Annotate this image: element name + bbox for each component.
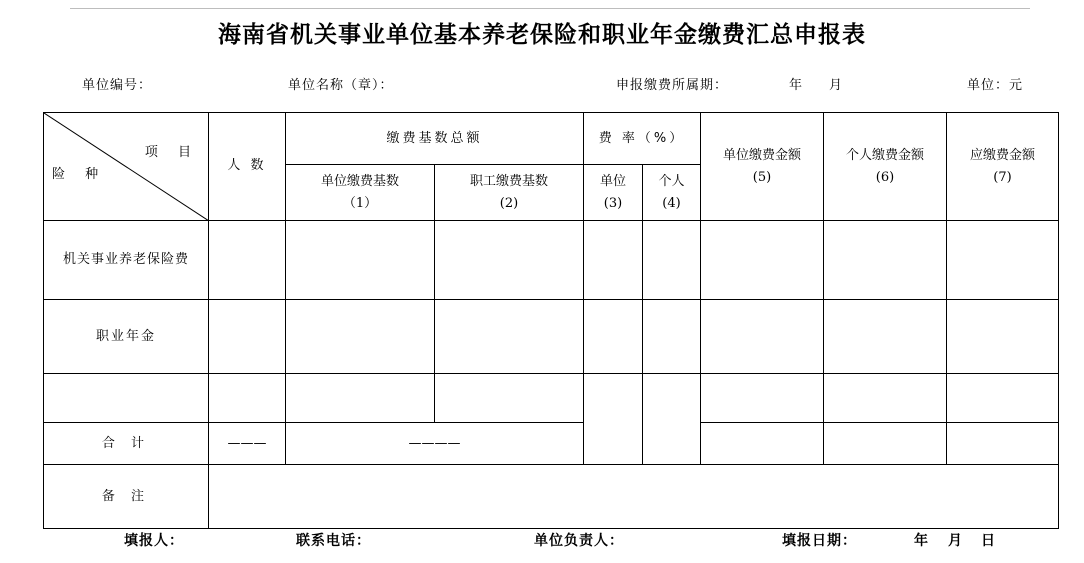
unit-code-label: 单位编号： (82, 78, 153, 93)
principal-label: 单位负责人： (534, 533, 624, 549)
table-cell[interactable] (947, 300, 1059, 374)
table-cell[interactable] (584, 300, 643, 374)
rate-unit-label: 单位 (600, 173, 627, 189)
table-cell[interactable] (947, 221, 1059, 300)
table-row (44, 221, 1059, 300)
table-cell[interactable] (701, 423, 824, 465)
rate-person-header (643, 165, 701, 221)
table-row (44, 374, 1059, 423)
rate-unit-header (584, 165, 643, 221)
headcount-header: 人 数 (209, 113, 286, 221)
row-annuity-label: 职业年金 (44, 300, 209, 374)
period-month-label: 月 (829, 78, 844, 93)
table-cell[interactable] (824, 423, 947, 465)
rate-person-number: (4) (662, 195, 681, 211)
row-pension-label: 机关事业养老保险费 (44, 221, 209, 300)
due-amount-label: 应缴费金额 (970, 147, 1036, 163)
total-headcount-dash: ——— (209, 423, 286, 465)
table-cell[interactable] (435, 300, 584, 374)
corner-type-label: 险 种 (52, 167, 107, 182)
date-month-label: 月 (948, 533, 963, 549)
table-cell[interactable] (584, 374, 643, 465)
unit-amount-label: 单位缴费金额 (723, 147, 802, 163)
table-cell[interactable] (286, 221, 435, 300)
date-day-label: 日 (981, 533, 996, 549)
table-cell[interactable] (824, 300, 947, 374)
table-cell[interactable] (824, 374, 947, 423)
base-total-header: 缴费基数总额 (286, 113, 584, 165)
date-label: 填报日期： (782, 533, 857, 549)
table-cell[interactable] (286, 374, 435, 423)
table-cell[interactable] (947, 374, 1059, 423)
rate-unit-number: (3) (603, 195, 623, 211)
declaration-table (43, 112, 1059, 529)
table-cell[interactable] (209, 221, 286, 300)
table-cell[interactable] (643, 221, 701, 300)
top-rule (70, 8, 1030, 9)
phone-label: 联系电话： (296, 533, 371, 549)
rate-header: 费 率（%） (584, 113, 701, 165)
staff-base-label: 职工缴费基数 (470, 173, 549, 189)
staff-base-number: (2) (499, 195, 519, 211)
table-cell[interactable] (209, 374, 286, 423)
table-cell[interactable] (947, 423, 1059, 465)
table-cell[interactable] (701, 374, 824, 423)
table-cell[interactable] (643, 374, 701, 465)
table-cell[interactable] (824, 221, 947, 300)
due-amount-number: (7) (993, 169, 1012, 185)
table-row (44, 300, 1059, 374)
remarks-row (44, 465, 1059, 529)
total-base-dash: ———— (286, 423, 584, 465)
period-label: 申报缴费所属期： (616, 78, 729, 93)
table-cell[interactable] (584, 221, 643, 300)
table-cell[interactable] (44, 374, 209, 423)
due-amount-header (947, 113, 1059, 221)
table-cell[interactable] (435, 374, 584, 423)
unit-base-header (286, 165, 435, 221)
filler-label: 填报人： (124, 533, 184, 549)
form-title: 海南省机关事业单位基本养老保险和职业年金缴费汇总申报表 (218, 21, 866, 48)
remarks-cell[interactable] (209, 465, 1059, 529)
person-amount-label: 个人缴费金额 (846, 147, 925, 163)
total-label: 合 计 (44, 423, 209, 465)
total-row (44, 423, 1059, 465)
person-amount-number: (6) (875, 169, 895, 185)
table-cell[interactable] (435, 221, 584, 300)
period-year-label: 年 (789, 78, 804, 93)
unit-base-label: 单位缴费基数 (320, 173, 399, 189)
unit-amount-header (701, 113, 824, 221)
table-cell[interactable] (643, 300, 701, 374)
header-corner-cell (44, 113, 209, 221)
table-cell[interactable] (701, 300, 824, 374)
table-cell[interactable] (209, 300, 286, 374)
staff-base-header (435, 165, 584, 221)
table-cell[interactable] (701, 221, 824, 300)
unit-amount-number: (5) (752, 169, 772, 185)
date-year-label: 年 (914, 533, 929, 549)
currency-unit-label: 单位：元 (967, 78, 1024, 93)
unit-name-label: 单位名称（章）： (288, 78, 394, 93)
person-amount-header (824, 113, 947, 221)
remarks-label: 备 注 (44, 465, 209, 529)
corner-item-label: 项 目 (144, 145, 199, 160)
rate-person-label: 个人 (658, 173, 685, 189)
table-cell[interactable] (286, 300, 435, 374)
unit-base-number: （1） (342, 195, 378, 211)
